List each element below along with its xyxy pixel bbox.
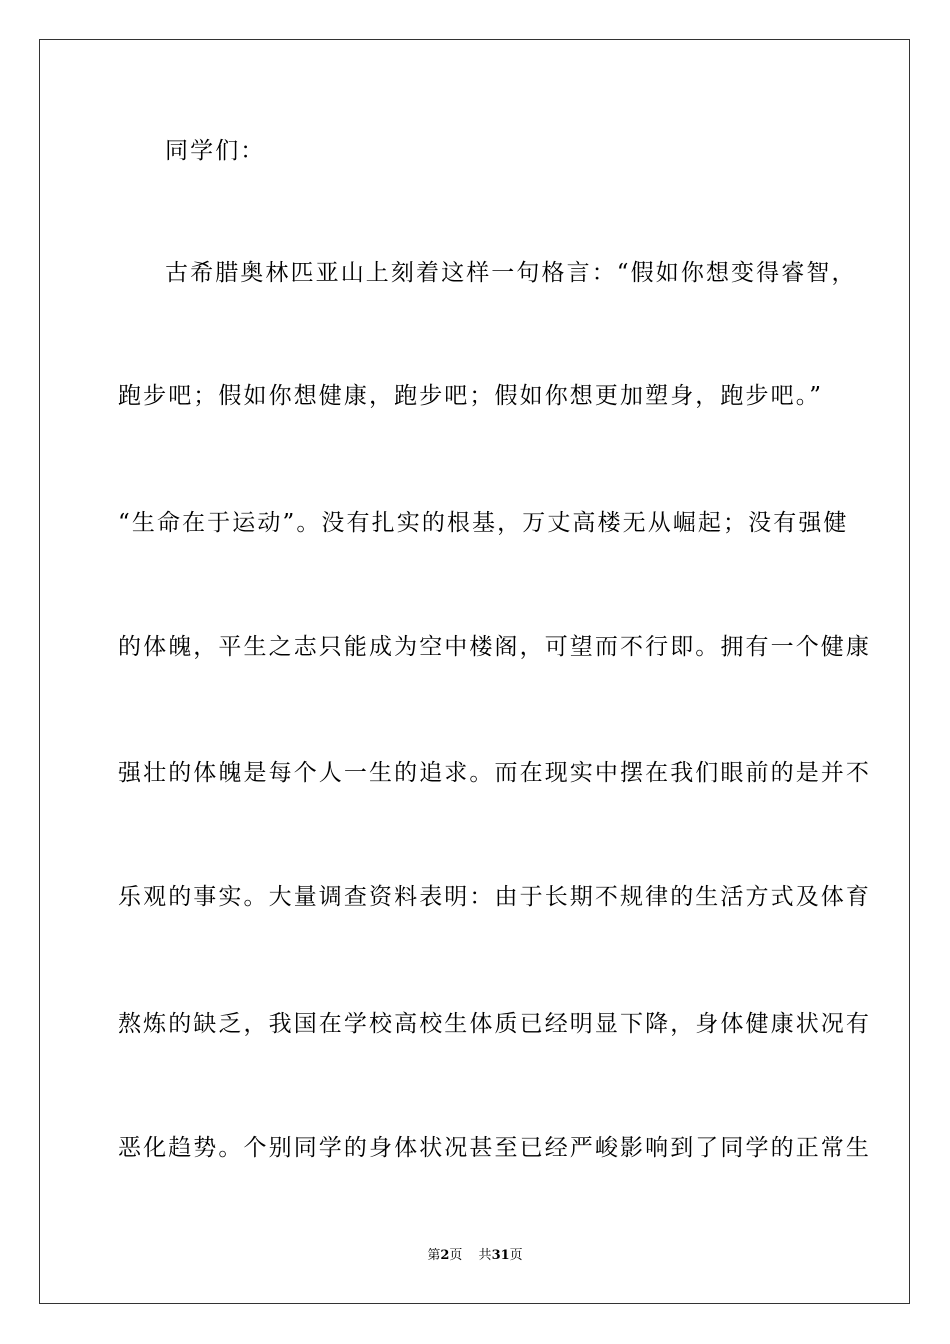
paragraph-line: 乐观的事实。大量调查资料表明：由于长期不规律的生活方式及体育 (118, 884, 871, 910)
page-footer (0, 1248, 950, 1264)
salutation: 同学们： (165, 138, 266, 164)
paragraph-line: 熬炼的缺乏，我国在学校高校生体质已经明显下降，身体健康状况有 (118, 1011, 871, 1037)
total-prefix: 共 (478, 1248, 492, 1263)
paragraph-line: 的体魄，平生之志只能成为空中楼阁，可望而不行即。拥有一个健康 (118, 634, 871, 660)
page-number: 2 (440, 1248, 450, 1263)
paragraph-line: 跑步吧；假如你想健康，跑步吧；假如你想更加塑身，跑步吧。” (118, 383, 824, 409)
page-frame (39, 39, 910, 1304)
paragraph-line: “生命在于运动”。没有扎实的根基，万丈高楼无从崛起；没有强健 (118, 510, 849, 536)
paragraph-line: 恶化趋势。个别同学的身体状况甚至已经严峻影响到了同学的正常生 (118, 1135, 871, 1161)
page-suffix: 页 (449, 1248, 463, 1263)
total-pages-indicator (479, 1248, 523, 1263)
total-suffix: 页 (509, 1248, 523, 1263)
page-prefix: 第 (427, 1248, 441, 1263)
paragraph-line: 古希腊奥林匹亚山上刻着这样一句格言：“假如你想变得睿智， (165, 260, 857, 286)
total-pages: 31 (491, 1248, 510, 1263)
paragraph-line: 强壮的体魄是每个人一生的追求。而在现实中摆在我们眼前的是并不 (118, 760, 871, 786)
page-indicator (427, 1248, 462, 1263)
